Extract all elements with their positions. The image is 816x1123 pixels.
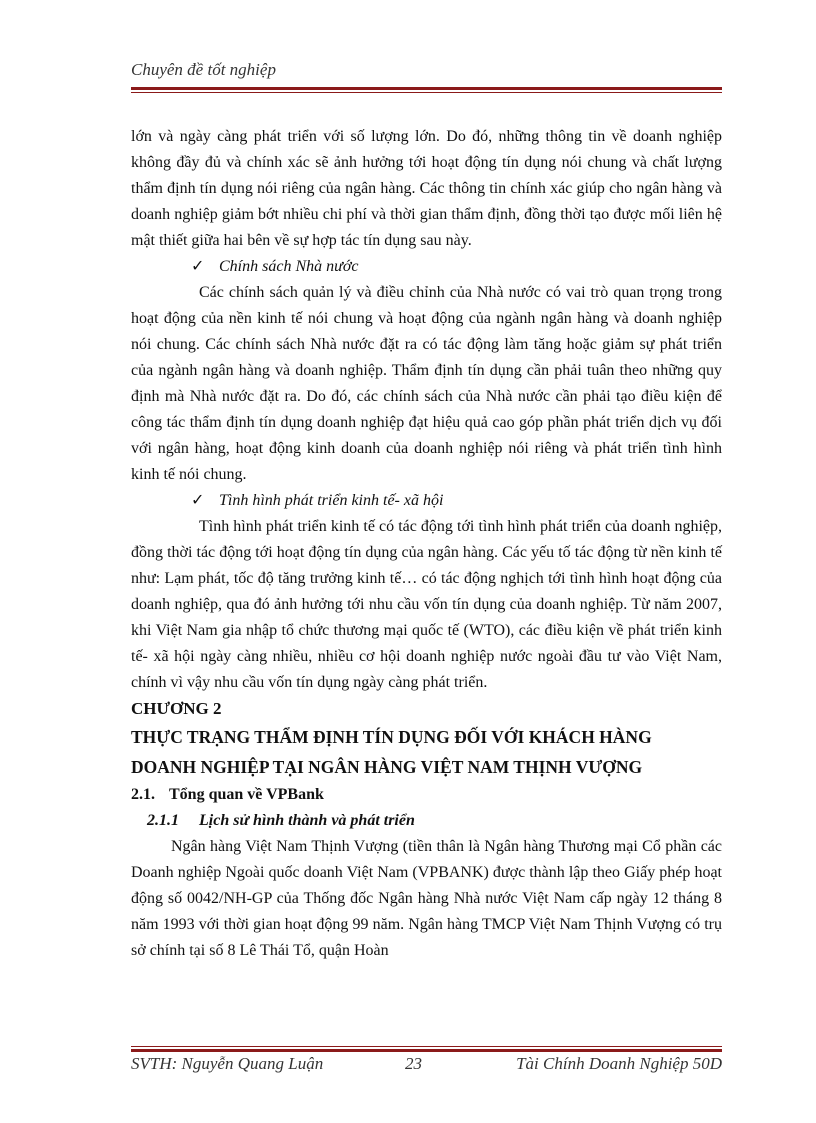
paragraph-2: Các chính sách quản lý và điều chỉnh của Nhà nước có vai trò quan trọng trong hoạt động của nền kinh tế nói chung và hoạt động của ngành ngân hàng và doanh nghiệp nói chung. Các chính sách Nhà nước đặt ra có tác động làm tăng hoặc giảm sự phát triển của ngành ngân hàng và doanh nghiệp. Thẩm định tín dụng cần phải tuân theo những quy định mà Nhà nước đặt ra. Do đó, các chính sách của Nhà nước cần phải tạo điều kiện để công tác thẩm định tín dụng doanh nghiệp đạt hiệu quả cao góp phần phát triển dịch vụ đối với ngân hàng, hoạt động kinh doanh của doanh nghiệp nói riêng và phát triển tình hình kinh tế nói chung. [131, 284, 722, 483]
bullet-policy [131, 254, 722, 280]
header-rule-thick [131, 87, 722, 90]
checkmark-icon: ✓ [191, 258, 205, 275]
bullet-economy-label: Tình hình phát triển kinh tế- xã hội [219, 492, 444, 509]
header-title: Chuyên đề tốt nghiệp [131, 60, 276, 79]
page-number: 23 [405, 1054, 422, 1073]
chapter-label: CHƯƠNG 2 [131, 699, 222, 718]
footer-rule-thin [131, 1046, 722, 1047]
paragraph-1: lớn và ngày càng phát triển với số lượng lớn. Do đó, những thông tin về doanh nghiệp không đầy đủ và chính xác sẽ ảnh hưởng tới hoạt động tín dụng nói chung và chất lượng thẩm định tín dụng nói riêng của ngân hàng. Các thông tin chính xác giúp cho ngân hàng và doanh nghiệp giảm bớt nhiều chi phí và thời gian thẩm định, đồng thời tạo được mối liên hệ mật thiết giữa hai bên về sự hợp tác tín dụng sau này. [131, 128, 722, 249]
paragraph-4: Ngân hàng Việt Nam Thịnh Vượng (tiền thân là Ngân hàng Thương mại Cổ phần các Doanh nghiệp Ngoài quốc doanh Việt Nam (VPBANK) được thành lập theo Giấy phép hoạt động số 0042/NH-GP của Thống đốc Ngân hàng Nhà nước Việt Nam cấp ngày 12 tháng 8 năm 1993 với thời gian hoạt động 99 năm. Ngân hàng TMCP Việt Nam Thịnh Vượng có trụ sở chính tại số 8 Lê Thái Tổ, quận Hoàn [131, 838, 722, 959]
section-title: Tổng quan về VPBank [169, 786, 324, 803]
bullet-economy [131, 488, 722, 514]
bullet-policy-label: Chính sách Nhà nước [219, 258, 359, 275]
footer-department: Tài Chính Doanh Nghiệp 50D [516, 1054, 722, 1073]
chapter-title-line-1: THỰC TRẠNG THẨM ĐỊNH TÍN DỤNG ĐỐI VỚI KHÁCH HÀNG [131, 727, 652, 747]
paragraph-3: Tình hình phát triển kinh tế có tác động tới tình hình phát triển của doanh nghiệp, đồng thời tác động tới hoạt động tín dụng của ngân hàng. Các yếu tố tác động từ nền kinh tế như: Lạm phát, tốc độ tăng trưởng kinh tế… có tác động nghịch tới tình hình hoạt động của doanh nghiệp, qua đó ảnh hưởng tới nhu cầu vốn tín dụng của doanh nghiệp. Từ năm 2007, khi Việt Nam gia nhập tổ chức thương mại quốc tế (WTO), các điều kiện về phát triển kinh tế- xã hội ngày càng nhiều, nhiều cơ hội doanh nghiệp nước ngoài đầu tư vào Việt Nam, chính vì vậy nhu cầu vốn tín dụng ngày càng phát triển. [131, 518, 722, 691]
chapter-title-line-2: DOANH NGHIỆP TẠI NGÂN HÀNG VIỆT NAM THỊNH VƯỢNG [131, 757, 643, 777]
checkmark-icon: ✓ [191, 492, 205, 509]
body-text [131, 124, 722, 964]
subsection-title: Lịch sử hình thành và phát triển [199, 812, 415, 829]
header-rule-thin [131, 92, 722, 93]
footer-author: SVTH: Nguyễn Quang Luận [131, 1054, 324, 1073]
section-heading [131, 782, 722, 808]
subsection-number: 2.1.1 [147, 812, 179, 829]
section-number: 2.1. [131, 786, 155, 803]
subsection-heading [131, 808, 722, 834]
footer-rule-thick [131, 1049, 722, 1052]
